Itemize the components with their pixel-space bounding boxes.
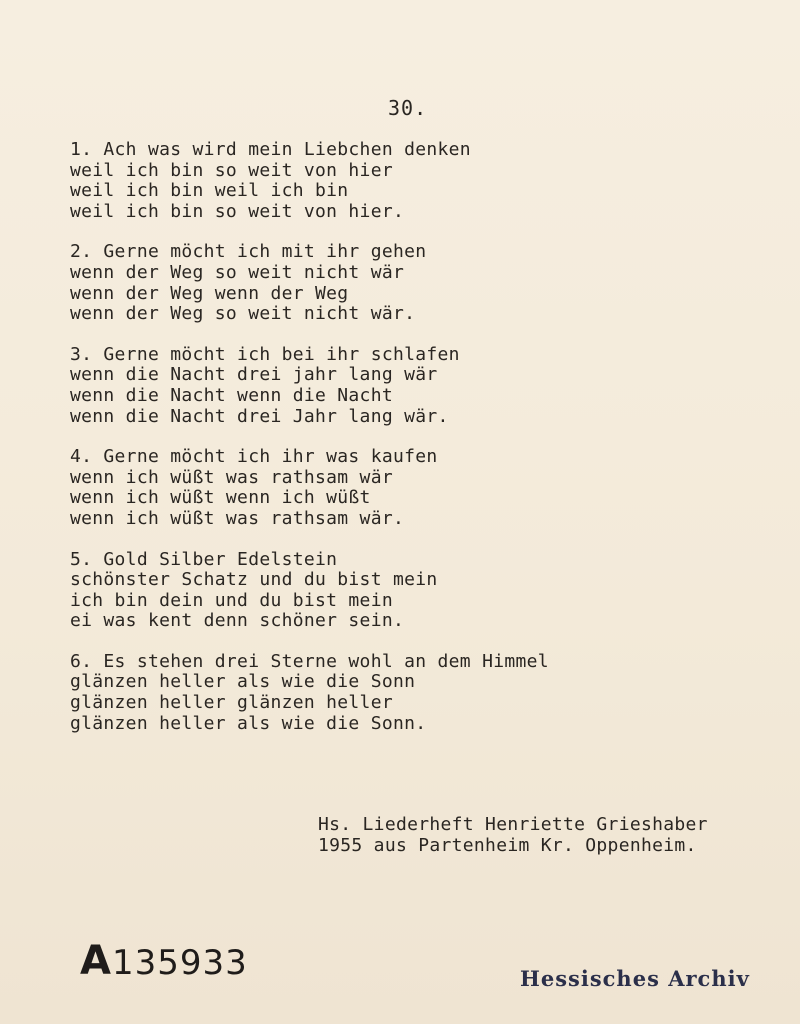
verse-line: wenn ich wüßt was rathsam wär. (70, 507, 405, 529)
page-number: 30. (388, 96, 428, 120)
verse-1 (70, 140, 770, 222)
verse-line: wenn der Weg wenn der Weg (70, 282, 349, 304)
verse-2 (70, 242, 770, 324)
verse-line: wenn die Nacht drei jahr lang wär (70, 364, 438, 386)
verse-3 (70, 345, 770, 427)
verse-line: wenn die Nacht wenn die Nacht (70, 384, 393, 406)
source-line-2: 1955 aus Partenheim Kr. Oppenheim. (318, 835, 697, 856)
archive-number (80, 938, 248, 984)
verse-6 (70, 652, 770, 734)
archive-number-digits: 135933 (111, 943, 248, 983)
archive-stamp: Hessisches Archiv (520, 966, 750, 991)
verse-line: glänzen heller als wie die Sonn. (70, 712, 427, 734)
verse-line: glänzen heller als wie die Sonn (70, 671, 416, 693)
verse-line: 6. Es stehen drei Sterne wohl an dem Himmel (70, 650, 549, 672)
verse-line: weil ich bin so weit von hier. (70, 200, 405, 222)
verse-line: 4. Gerne möcht ich ihr was kaufen (70, 446, 438, 468)
verse-line: wenn ich wüßt wenn ich wüßt (70, 487, 371, 509)
verse-line: weil ich bin so weit von hier (70, 159, 393, 181)
verse-4 (70, 447, 770, 529)
verse-line: wenn der Weg so weit nicht wär (70, 261, 405, 283)
source-citation (318, 814, 788, 856)
song-verses (70, 140, 770, 754)
verse-line: 3. Gerne möcht ich bei ihr schlafen (70, 343, 460, 365)
verse-line: schönster Schatz und du bist mein (70, 569, 438, 591)
verse-line: 2. Gerne möcht ich mit ihr gehen (70, 241, 427, 263)
verse-5 (70, 550, 770, 632)
verse-line: 1. Ach was wird mein Liebchen denken (70, 139, 471, 160)
verse-line: ich bin dein und du bist mein (70, 589, 393, 611)
archive-number-prefix: A (80, 938, 112, 984)
source-line-1: Hs. Liederheft Henriette Grieshaber (318, 814, 708, 835)
verse-line: wenn der Weg so weit nicht wär. (70, 303, 416, 325)
verse-line: 5. Gold Silber Edelstein (70, 548, 338, 570)
verse-line: wenn die Nacht drei Jahr lang wär. (70, 405, 449, 427)
verse-line: weil ich bin weil ich bin (70, 180, 349, 202)
verse-line: wenn ich wüßt was rathsam wär (70, 466, 393, 488)
verse-line: ei was kent denn schöner sein. (70, 610, 405, 632)
verse-line: glänzen heller glänzen heller (70, 692, 393, 714)
